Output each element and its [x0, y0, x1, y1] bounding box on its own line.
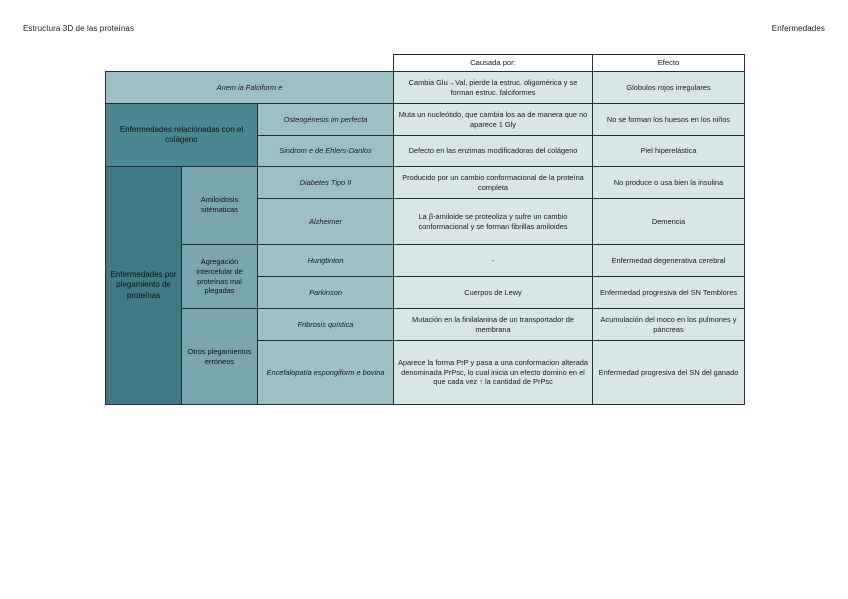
effect-cell: Enfermedad progresiva del SN Temblores — [593, 277, 745, 309]
effect-cell: Enfermedad progresiva del SN del ganado — [593, 341, 745, 405]
effect-cell: Piel hiperelástica — [593, 136, 745, 167]
effect-cell: Enfermedad degenerativa cerebral — [593, 245, 745, 277]
effect-cell: Demencia — [593, 199, 745, 245]
effect-cell: No produce o usa bien la insulina — [593, 167, 745, 199]
cause-cell: Mutación en la finilalanina de un transportador de membrana — [394, 309, 593, 341]
group-label-plegamiento: Enfermedades por plegamiento de proteínas — [106, 167, 182, 405]
cause-cell: Producido por un cambio conformacional de la proteína completa — [394, 167, 593, 199]
cause-cell: - — [394, 245, 593, 277]
cause-cell: Cuerpos de Lewy — [394, 277, 593, 309]
cause-cell: Aparece la forma PrP y pasa a una conformacion alterada denominada PrPsc, lo cual inicia un efecto domino en el que cada vez ↑ la cantidad de PrPsc — [394, 341, 593, 405]
disease-name: Anem ia Falciform e — [106, 72, 394, 104]
disease-name: Encefalopatía espongiform e bovina — [258, 341, 394, 405]
page-title: Estructura 3D de las proteínas — [23, 24, 135, 33]
column-header-cause: Causada por: — [394, 55, 593, 72]
effect-cell: No se forman los huesos en los niños — [593, 104, 745, 136]
disease-name: Alzheimer — [258, 199, 394, 245]
header-spacer — [106, 55, 394, 72]
disease-name: Sindrom e de Ehlers-Danlos — [258, 136, 394, 167]
effect-cell: Globulos rojos irregulares — [593, 72, 745, 104]
cause-cell: Muta un nucleótido, que cambia los aa de manera que no aparece 1 Gly — [394, 104, 593, 136]
section-title: Enfermedades — [771, 24, 825, 33]
table-row — [106, 309, 745, 341]
table-row — [106, 245, 745, 277]
table-row — [106, 72, 745, 104]
header-row — [106, 55, 745, 72]
cause-cell: Defecto en las enzimas modificadoras del colágeno — [394, 136, 593, 167]
group-label-colagen: Enfermedades relacionadas con el colágeno — [106, 104, 258, 167]
column-header-effect: Efecto — [593, 55, 745, 72]
disease-name: Hungtinton — [258, 245, 394, 277]
subgroup-label-amiloidosis: Amiloidosis sitématicas — [182, 167, 258, 245]
disease-name: Fribrosis quística — [258, 309, 394, 341]
disease-name: Osteogénesis im perfecta — [258, 104, 394, 136]
table-row — [106, 167, 745, 199]
disease-name: Parkinson — [258, 277, 394, 309]
subgroup-label-agregacion: Agregación intercelular de proteínas mal plegadas — [182, 245, 258, 309]
table-row — [106, 104, 745, 136]
disease-name: Diabetes Tipo II — [258, 167, 394, 199]
cause-cell: Cambia Glu→Val, pierde la estruc. oligomérica y se forman estruc. falciformes — [394, 72, 593, 104]
cause-cell: La β-amiloide se proteoliza y sufre un cambio conformacional y se forman fibrillas amiloides — [394, 199, 593, 245]
subgroup-label-otros: Otros plegamientos erróneos — [182, 309, 258, 405]
effect-cell: Acumulación del moco en los pulmones y páncreas — [593, 309, 745, 341]
diseases-table — [105, 54, 745, 405]
